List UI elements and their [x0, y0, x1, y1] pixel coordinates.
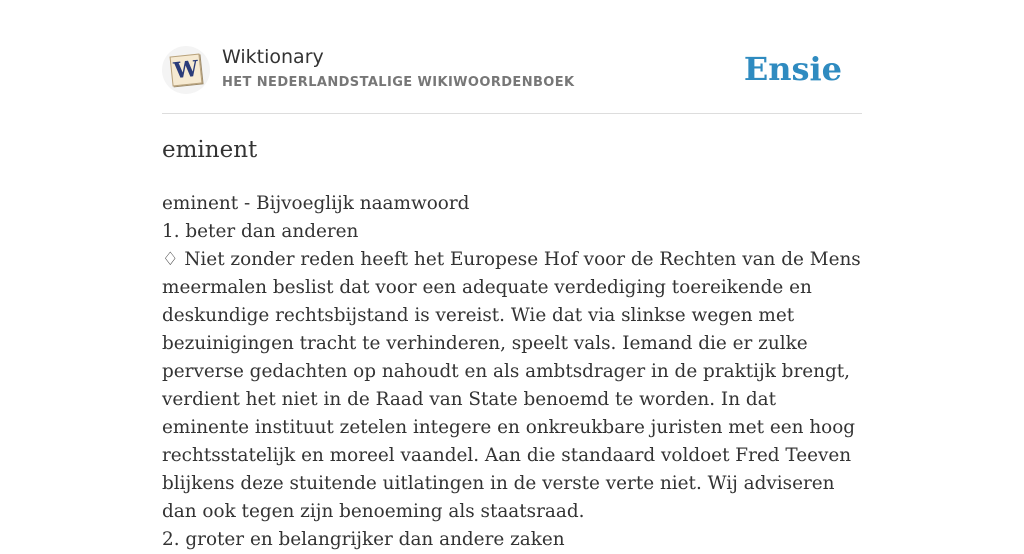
logo-tile-icon [170, 54, 203, 87]
example-sentence: ♢ Niet zonder reden heeft het Europese Hof voor de Rechten van de Mens meermalen beslist dat voor een adequate verdediging toereikende en deskundige rechtsbijstand is vereist. Wie dat via slinkse wegen met bezuinigingen tracht te verhinderen, speelt vals. Iemand die er zulke perverse gedachten op nahoudt en als ambtsdrager in de praktijk brengt, verdient het niet in de Raad van State benoemd te worden. In dat eminente instituut zetelen integere en onkreukbare juristen met een hoog rechtsstatelijk en moreel vaandel. Aan die standaard voldoet Fred Teeven blijkens deze stuitende uitlatingen in de verste verte niet. Wij adviseren dan ook tegen zijn benoeming als staatsraad. [162, 249, 861, 522]
ensie-brand-logo[interactable]: Ensie [743, 50, 842, 88]
page-title: eminent [162, 137, 258, 163]
logo-letter: W [172, 55, 200, 85]
definition-1: 1. beter dan anderen [162, 221, 359, 242]
part-of-speech-line: eminent - Bijvoeglijk naamwoord [162, 193, 470, 214]
header-divider [162, 113, 862, 114]
site-name[interactable]: Wiktionary [222, 46, 324, 68]
site-subtitle: HET NEDERLANDSTALIGE WIKIWOORDENBOEK [222, 75, 575, 90]
definition-content [162, 190, 862, 554]
site-header [162, 44, 862, 98]
definition-2: 2. groter en belangrijker dan andere zaken [162, 529, 565, 550]
wiktionary-logo[interactable] [162, 46, 210, 94]
